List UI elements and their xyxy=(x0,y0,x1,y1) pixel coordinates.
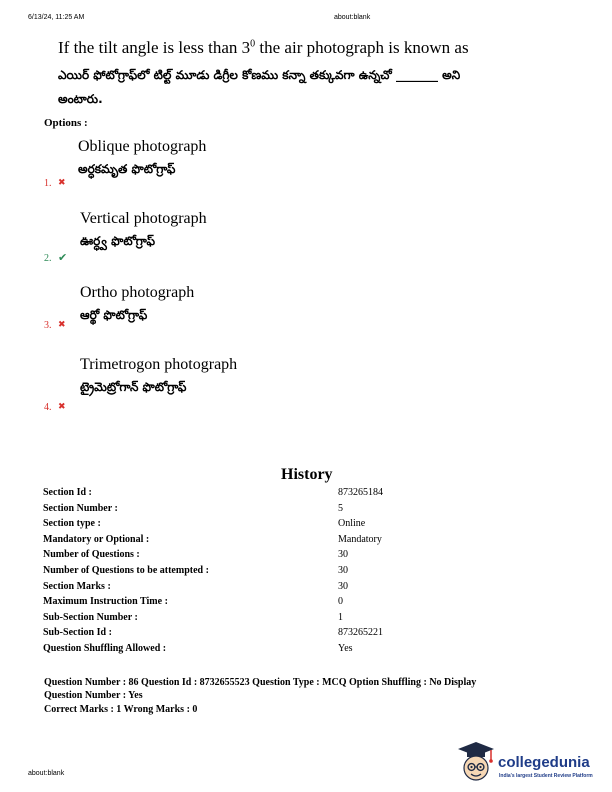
history-row-key: Question Shuffling Allowed : xyxy=(43,643,167,654)
question-meta-line2: Question Number : Yes xyxy=(44,690,143,701)
history-row-key: Section Marks : xyxy=(43,580,111,592)
history-row-value: 30 xyxy=(338,580,348,592)
question-meta-line3: Correct Marks : 1 Wrong Marks : 0 xyxy=(44,704,198,715)
question-text-te-line1: ఎయిర్ ఫోటోగ్రాఫ్‌లో టిల్ట్ మూడు డిగ్రీల కోణము కన్నా తక్కువగా ఉన్నచో _______ అని xyxy=(58,68,461,82)
history-row-value: Yes xyxy=(338,643,353,654)
print-page-title: about:blank xyxy=(334,14,371,21)
history-row-key: Maximum Instruction Time : xyxy=(43,596,168,608)
history-row-key: Sub-Section Number : xyxy=(43,611,138,623)
option-1-number: 1. xyxy=(44,178,52,189)
history-title: History xyxy=(281,466,333,483)
collegedunia-logo xyxy=(456,740,606,788)
option-4-number: 4. xyxy=(44,402,52,413)
question-en-before: If the tilt angle is less than 3 xyxy=(58,38,251,57)
print-timestamp: 6/13/24, 11:25 AM xyxy=(28,14,85,21)
option-3-text-te: ఆర్థో ఫొటోగ్రాఫ్ xyxy=(80,308,148,322)
history-row-value: 873265221 xyxy=(338,627,383,639)
graduate-mascot-icon xyxy=(456,740,496,786)
history-row-value: 873265184 xyxy=(338,487,383,498)
history-row-key: Section Id : xyxy=(43,487,92,498)
history-row-key: Section type : xyxy=(43,518,101,530)
option-4 xyxy=(44,356,564,416)
history-row-key: Mandatory or Optional : xyxy=(43,533,150,545)
option-4-text-en: Trimetrogon photograph xyxy=(80,356,238,373)
history-row-key: Number of Questions to be attempted : xyxy=(43,565,209,576)
option-1-text-te: అర్ధకమృత ఫొటోగ్రాఫ్ xyxy=(78,162,176,176)
option-3-text-en: Ortho photograph xyxy=(80,284,195,301)
degree-superscript: 0 xyxy=(250,38,256,50)
options-label: Options : xyxy=(44,117,88,129)
history-row-value: Online xyxy=(338,518,366,530)
history-row-key: Sub-Section Id : xyxy=(43,627,112,639)
history-row-value: 1 xyxy=(338,611,343,623)
logo-wordmark: collegedunia xyxy=(498,754,590,771)
history-row-key: Section Number : xyxy=(43,502,118,514)
logo-tagline: India's largest Student Review Platform xyxy=(499,773,593,779)
option-1 xyxy=(44,138,564,194)
question-text-en xyxy=(58,38,469,58)
history-row-value: 0 xyxy=(338,596,343,608)
history-row-value: 5 xyxy=(338,502,343,514)
wrong-cross-icon: ✖ xyxy=(58,402,66,412)
print-footer-url: about:blank xyxy=(28,770,65,777)
history-row-value: 30 xyxy=(338,565,348,576)
wrong-cross-icon: ✖ xyxy=(58,320,66,330)
question-text-te-line2: అంటారు. xyxy=(58,92,103,106)
option-2 xyxy=(44,210,564,266)
option-2-text-en: Vertical photograph xyxy=(80,210,207,227)
option-1-text-en: Oblique photograph xyxy=(78,138,207,155)
history-row-value: 30 xyxy=(338,549,348,561)
option-2-text-te: ఊర్ధ్వ ఫొటోగ్రాఫ్ xyxy=(80,234,156,248)
option-2-number: 2. xyxy=(44,253,52,264)
option-3-number: 3. xyxy=(44,320,52,331)
question-meta-line1: Question Number : 86 Question Id : 8732655523 Question Type : MCQ Option Shuffling : No Display xyxy=(44,677,477,688)
wrong-cross-icon: ✖ xyxy=(58,178,66,188)
option-3 xyxy=(44,284,564,340)
question-en-after: the air photograph is known as xyxy=(255,38,469,57)
history-row-key: Number of Questions : xyxy=(43,549,140,561)
history-row-value: Mandatory xyxy=(338,533,382,545)
option-4-text-te: ట్రైమెట్రోగాన్ ఫొటోగ్రాఫ్ xyxy=(80,380,187,394)
correct-check-icon: ✔ xyxy=(58,251,68,264)
